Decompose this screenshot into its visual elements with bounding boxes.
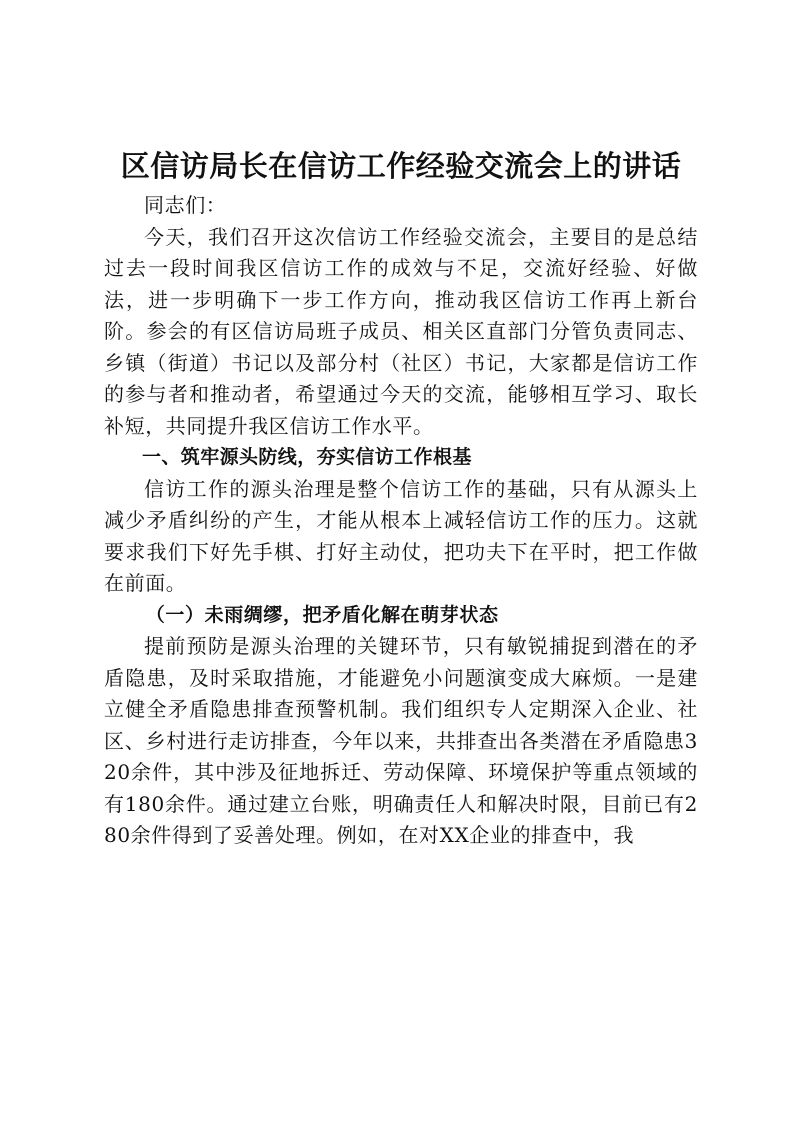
document-body [104, 142, 698, 852]
intro-paragraph: 今天，我们召开这次信访工作经验交流会，主要目的是总结过去一段时间我区信访工作的成效与不足，交流好经验、好做法，进一步明确下一步工作方向，推动我区信访工作再上新台阶。参会的有区信访局班子成员、相关区直部门分管负责同志、乡镇（街道）书记以及部分村（社区）书记，大家都是信访工作的参与者和推动者，希望通过今天的交流，能够相互学习、取长补短，共同提升我区信访工作水平。 [104, 224, 698, 438]
subsection-heading-1: （一）未雨绸缪，把矛盾化解在萌芽状态 [145, 603, 499, 626]
section-1-paragraph: 信访工作的源头治理是整个信访工作的基础，只有从源头上减少矛盾纠纷的产生，才能从根本上减轻信访工作的压力。这就要求我们下好先手棋、打好主动仗，把功夫下在平时，把工作做在前面。 [104, 476, 698, 595]
document-title: 区信访局长在信访工作经验交流会上的讲话 [120, 149, 682, 183]
salutation: 同志们： [144, 193, 227, 217]
subsection-1-paragraph: 提前预防是源头治理的关键环节，只有敏锐捕捉到潜在的矛盾隐患，及时采取措施，才能避免小问题演变成大麻烦。一是建立健全矛盾隐患排查预警机制。我们组织专人定期深入企业、社区、乡村进行走访排查，今年以来，共排查出各类潜在矛盾隐患320余件，其中涉及征地拆迁、劳动保障、环境保护等重点领域的有180余件。通过建立台账，明确责任人和解决时限，目前已有280余件得到了妥善处理。例如，在对XX企业的排查中，我 [104, 634, 698, 847]
section-heading-1: 一、筑牢源头防线，夯实信访工作根基 [142, 446, 472, 468]
